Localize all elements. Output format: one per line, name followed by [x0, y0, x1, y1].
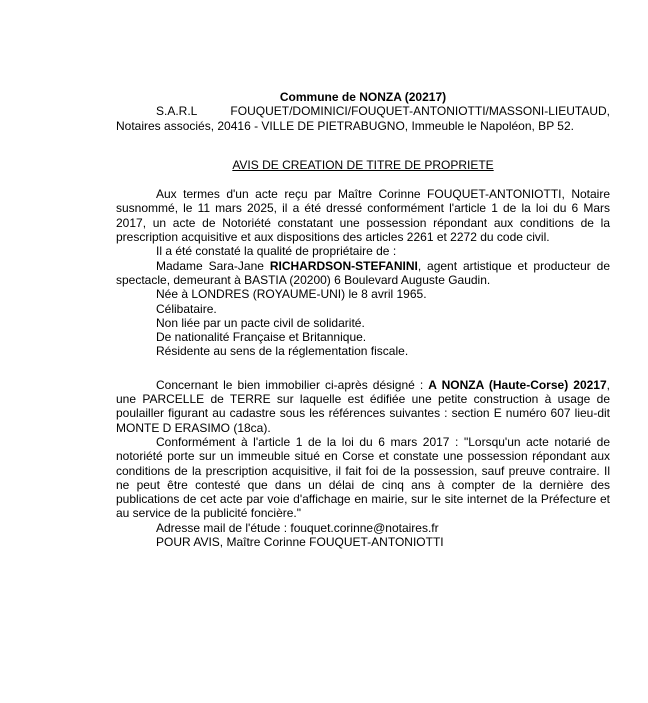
notice-heading: AVIS DE CREATION DE TITRE DE PROPRIETE: [232, 157, 494, 172]
bien-prefix: Concernant le bien immobilier ci-après désigné :: [156, 377, 429, 392]
commune-title: Commune de NONZA (20217): [279, 90, 447, 104]
detail-marital-status: Célibataire.: [156, 301, 217, 316]
owner-prefix: Madame Sara-Jane: [156, 258, 270, 273]
qualite-line: Il a été constaté la qualité de propriétaire de :: [156, 244, 397, 259]
detail-residence: Résidente au sens de la réglementation fiscale.: [156, 344, 409, 359]
owner-name: RICHARDSON-STEFANINI: [269, 258, 418, 273]
acte-paragraph: Aux termes d'un acte reçu par Maître Corinne FOUQUET-ANTONIOTTI, Notaire susnommé, le 11 mars 2025, il a été dressé conformément l'article 1 de la loi du 6 Mars 2017, un acte de Notoriété constatant une possession répondant aux conditions de la prescription acquisitive et aux dispositions des articles 2261 et 2272 du code civil.: [116, 187, 610, 245]
bien-paragraph: [116, 378, 610, 435]
signature-line: POUR AVIS, Maître Corinne FOUQUET-ANTONIOTTI: [156, 535, 444, 550]
detail-nationality: De nationalité Française et Britannique.: [156, 330, 367, 345]
bien-location: A NONZA (Haute-Corse) 20217: [428, 377, 607, 392]
article-paragraph: Conformément à l'article 1 de la loi du 6 mars 2017 : "Lorsqu'un acte notarié de notoriété porte sur un immeuble situé en Corse et constate une possession répondant aux conditions de la prescription acquisitive, il fait foi de la possession, sauf preuve contraire. Il ne peut être contesté que dans un délai de cinq ans à compter de la dernière des publications de cet acte par voie d'affichage en mairie, sur le site internet de la Préfecture et au service de la publicité foncière.": [116, 434, 610, 521]
owner-paragraph: [116, 259, 610, 288]
notaire-address: S.A.R.L FOUQUET/DOMINICI/FOUQUET-ANTONIOTTI/MASSONI-LIEUTAUD, Notaires associés, 20416 - VILLE DE PIETRABUGNO, Immeuble le Napoléon, BP 52.: [116, 104, 610, 133]
email-line: Adresse mail de l'étude : fouquet.corinne@notaires.fr: [156, 520, 439, 535]
notice-body: [116, 90, 610, 549]
detail-pacs: Non liée par un pacte civil de solidarité.: [156, 315, 365, 330]
detail-birth: Née à LONDRES (ROYAUME-UNI) le 8 avril 1965.: [156, 287, 427, 302]
owner-suffix: , agent artistique et producteur de spectacle, demeurant à BASTIA (20200) 6 Boulevard Auguste Gaudin.: [116, 258, 610, 287]
bien-suffix: , une PARCELLE de TERRE sur laquelle est édifiée une petite construction à usage de poulailler figurant au cadastre sous les références suivantes : section E numéro 607 lieu-dit MONTE D ERASIMO (18ca).: [116, 377, 610, 435]
